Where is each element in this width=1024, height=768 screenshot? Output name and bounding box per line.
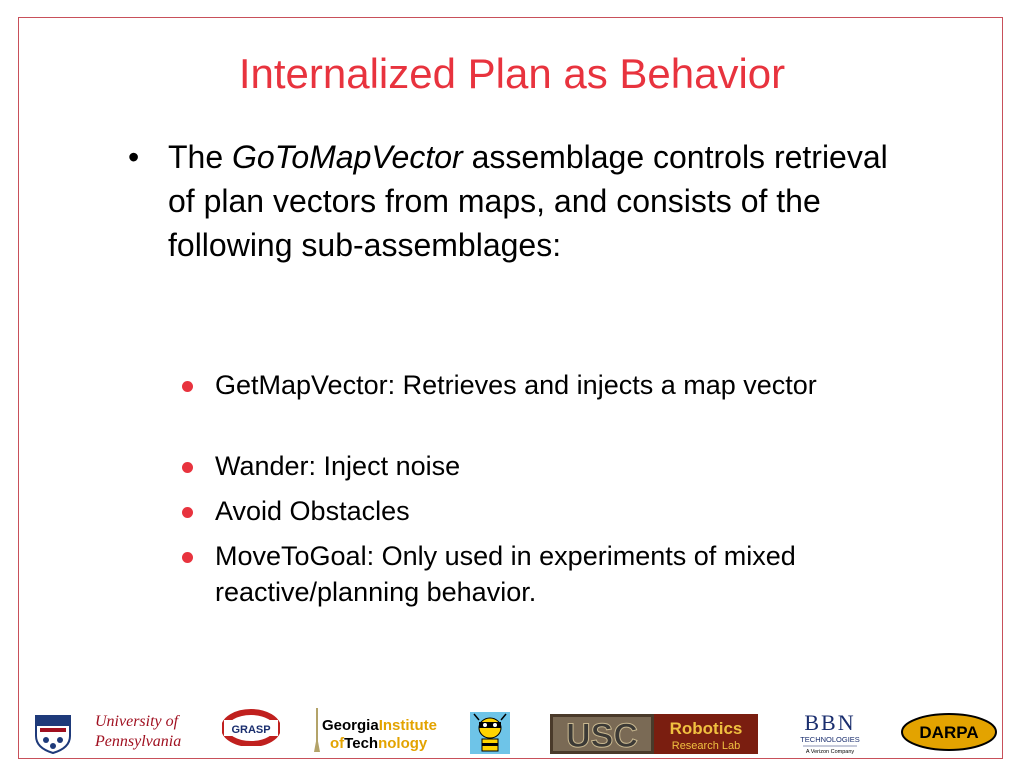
main-bullet-text: [168, 135, 888, 267]
bbn-label: BBN: [804, 710, 856, 735]
bbn-tagline: A Verizon Company: [805, 749, 855, 755]
gatech-georgia: Georgia: [322, 717, 379, 734]
sub-bullet-text: GetMapVector: Retrieves and injects a map vector: [215, 370, 817, 400]
usc-label: USC: [566, 717, 638, 754]
darpa-logo: [900, 712, 998, 752]
gatech-institute: Institute: [378, 717, 438, 734]
sub-bullet-text: MoveToGoal: Only used in experiments of mixed reactive/planning behavior.: [215, 541, 796, 607]
grasp-label: GRASP: [231, 724, 271, 736]
main-bullet-prefix: The: [168, 139, 233, 175]
yellow-jacket-mascot-icon: [470, 712, 510, 754]
sponsor-logo-bar: [0, 700, 1024, 760]
bullet-marker: •: [128, 139, 140, 175]
sub-bullet-text: Avoid Obstacles: [215, 496, 410, 526]
upenn-shield-icon: [34, 714, 72, 754]
bbn-logo: [795, 710, 865, 756]
sub-bullet-text: Wander: Inject noise: [215, 451, 461, 481]
slide-title: Internalized Plan as Behavior: [238, 50, 786, 97]
usc-robotics-logo: [550, 714, 758, 754]
upenn-wordmark: [95, 712, 181, 752]
bullet-dot-icon: [182, 381, 193, 392]
gatech-of: of: [330, 735, 345, 752]
upenn-line2: Pennsylvania: [95, 733, 182, 750]
gatech-nology: nology: [378, 735, 428, 752]
gatech-tech: Tech: [344, 735, 379, 752]
bbn-technologies: TECHNOLOGIES: [800, 735, 860, 744]
bullet-dot-icon: [182, 462, 193, 473]
bullet-dot-icon: [182, 552, 193, 563]
upenn-line1: University of: [95, 713, 179, 730]
georgia-tech-logo: [312, 706, 462, 756]
svg-text:GeorgiaInstitute: [322, 717, 437, 734]
darpa-label: DARPA: [919, 723, 979, 742]
main-bullet-suffix: assemblage controls retrieval of plan vectors from maps, and consists of the following sub-assemblages:: [168, 139, 888, 263]
research-lab-label: Research Lab: [671, 740, 741, 752]
svg-text:ofTechnology: [330, 735, 428, 752]
robotics-label: Robotics: [669, 719, 743, 738]
grasp-logo: [222, 708, 280, 746]
main-bullet-emphasis: GoToMapVector: [232, 139, 463, 175]
bullet-dot-icon: [182, 507, 193, 518]
